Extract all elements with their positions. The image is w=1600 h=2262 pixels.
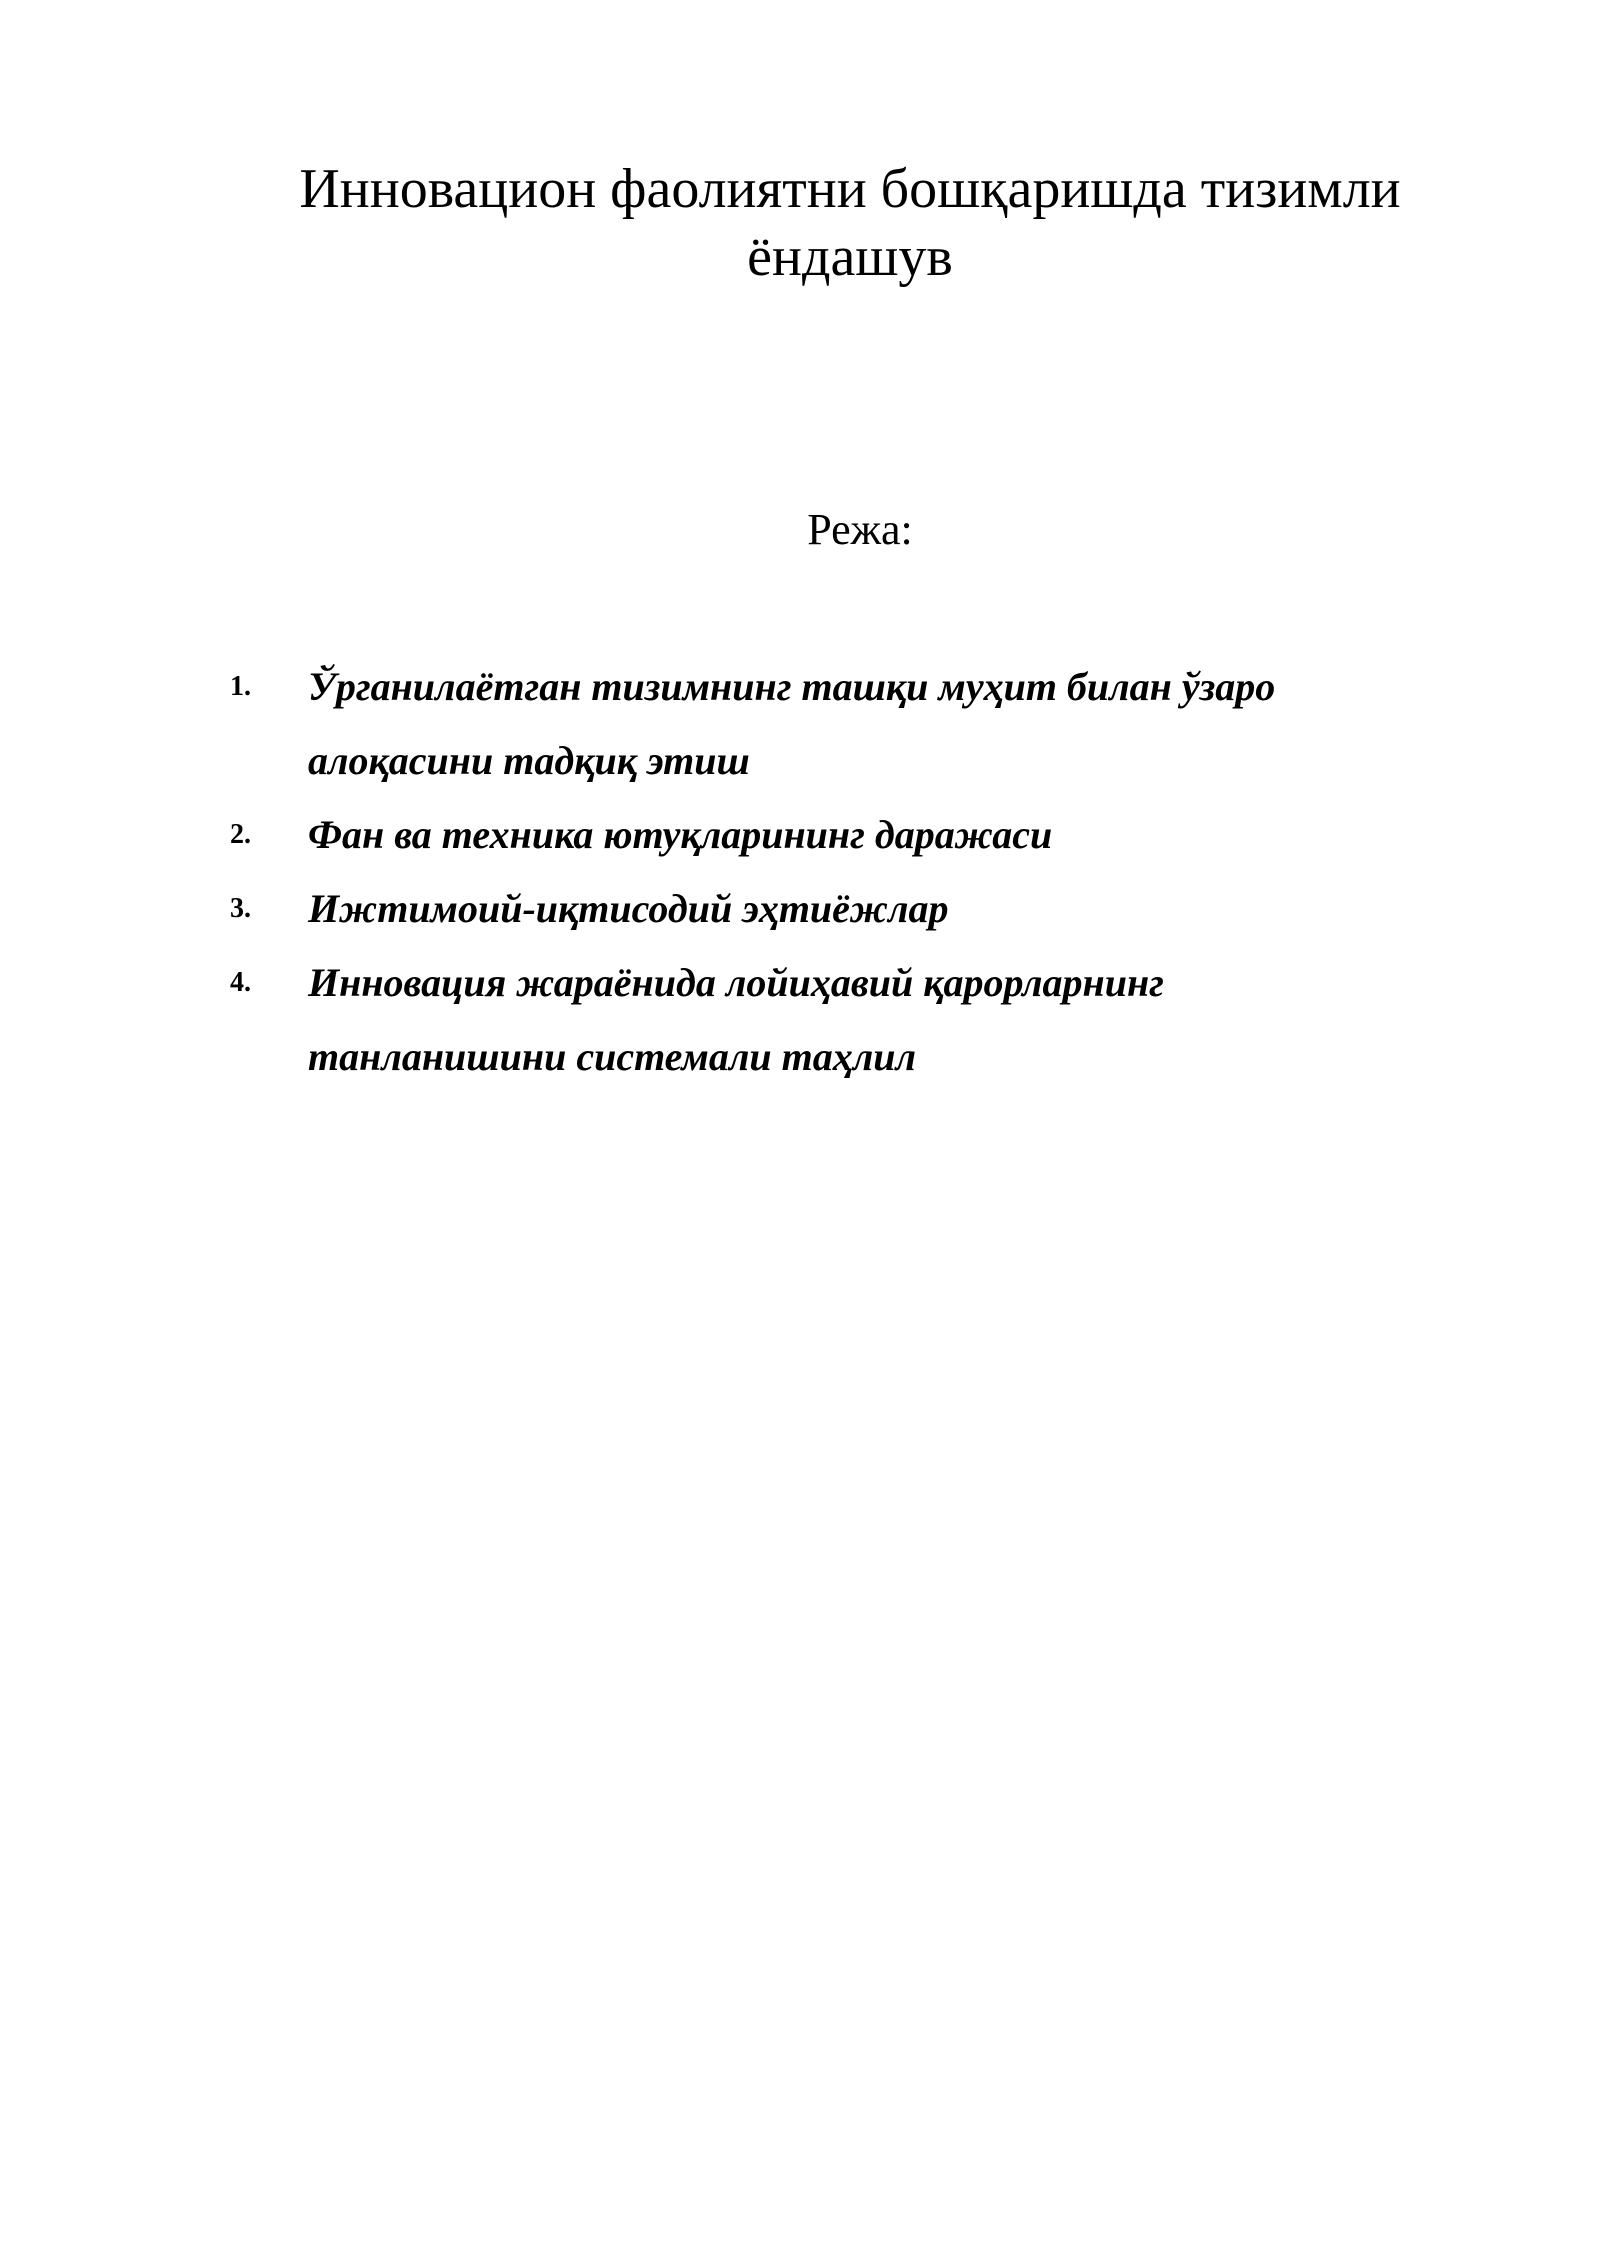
plan-item-text [308, 946, 1430, 1094]
document-title-line-1: Инновацион фаолиятни бошқаришда тизимли [299, 158, 1401, 220]
plan-item-text [308, 872, 1430, 946]
plan-item-text [308, 798, 1430, 872]
plan-item-2 [230, 798, 1430, 872]
plan-item-number: 2. [230, 819, 251, 850]
plan-item-number: 1. [230, 671, 251, 702]
document-title [250, 155, 1450, 291]
plan-list [230, 650, 1430, 1094]
document-title-line-2: ёндашув [747, 226, 953, 288]
plan-item-line: Ижтимоий-иқтисодий эҳтиёжлар [308, 886, 949, 931]
plan-item-line: Ўрганилаётган тизимнинг ташқи муҳит билан ўзаро [308, 664, 1276, 709]
plan-item-line: Фан ва техника ютуқларининг даражаси [308, 812, 1053, 857]
plan-item-1 [230, 650, 1430, 798]
plan-item-number: 4. [230, 967, 251, 998]
plan-heading: Режа: [807, 505, 913, 554]
plan-item-line: Инновация жараёнида лойиҳавий қарорларнинг [308, 960, 1164, 1005]
plan-item-3 [230, 872, 1430, 946]
plan-item-line: алоқасини тадқиқ этиш [308, 738, 750, 783]
plan-item-text [308, 650, 1430, 798]
plan-item-number: 3. [230, 893, 251, 924]
plan-item-line: танланишини системали таҳлил [308, 1034, 917, 1079]
plan-item-4 [230, 946, 1430, 1094]
